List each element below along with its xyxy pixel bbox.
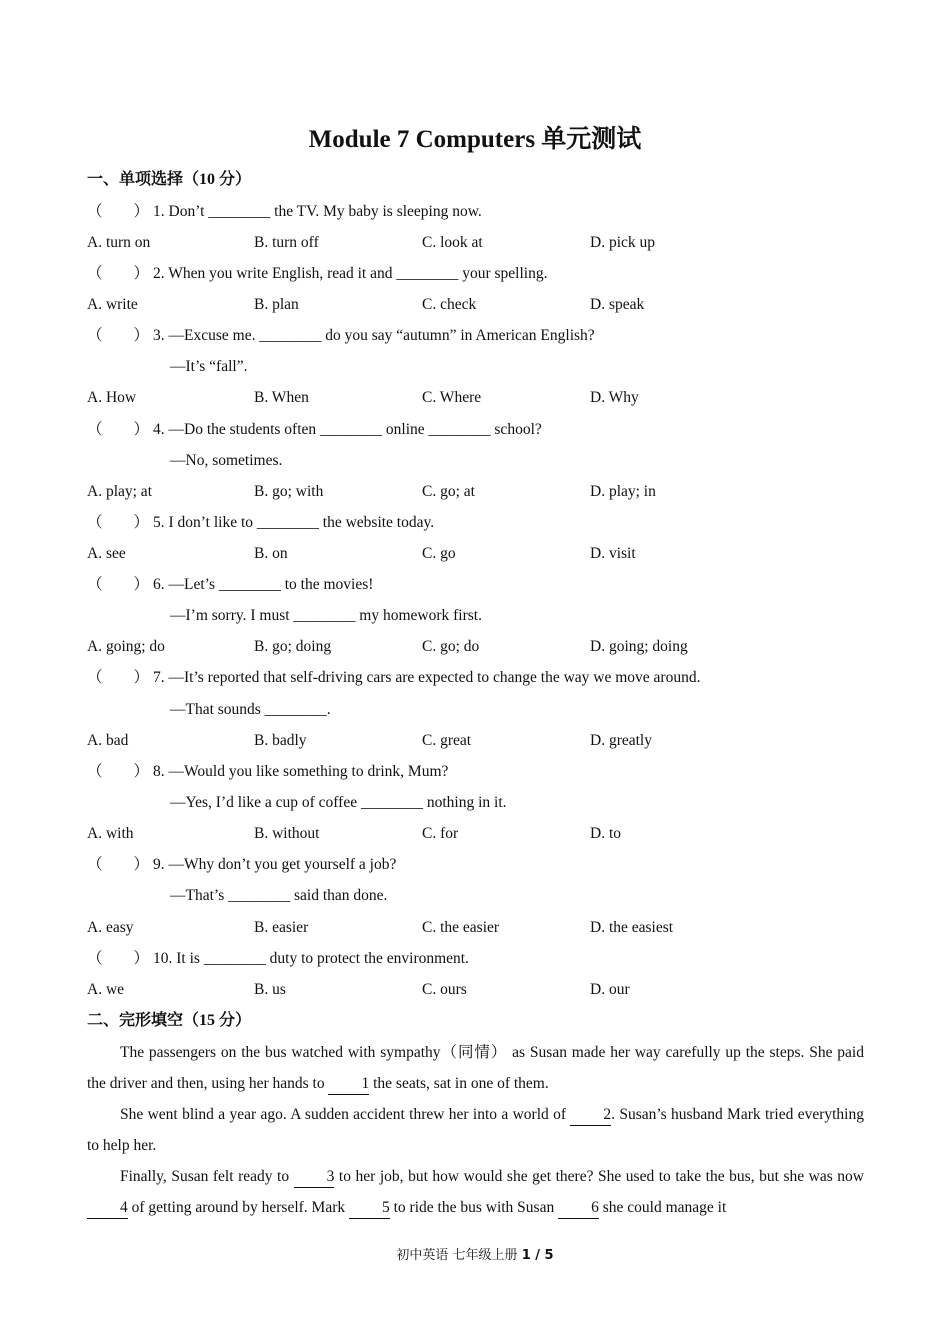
question-9 [87, 853, 396, 877]
cloze-passage [87, 1037, 864, 1223]
option-a: A. with [87, 825, 134, 842]
question-3 [87, 324, 595, 348]
paragraph-1: The passengers on the bus watched with sympathy（同情） as Susan made her way carefully up the steps. She paid the driver and then, using her hands to 1 the seats, sat in one of them. [87, 1037, 864, 1099]
option-b: B. easier [254, 919, 309, 936]
answer-paren[interactable]: （ ） [87, 327, 150, 344]
option-b: B. without [254, 825, 320, 842]
answer-paren[interactable]: （ ） [87, 265, 150, 282]
option-c: C. great [422, 732, 472, 749]
section-heading-multiple-choice: 一、单项选择（10 分） [87, 171, 252, 188]
question-10 [87, 947, 469, 971]
question-9-reply: —That’s ________ said than done. [170, 887, 388, 904]
question-6-reply: —I’m sorry. I must ________ my homework first. [170, 607, 482, 624]
question-3-reply: —It’s “fall”. [170, 358, 248, 375]
question-text: 9. —Why don’t you get yourself a job? [153, 856, 397, 873]
option-d: D. play; in [590, 483, 656, 500]
option-a: A. going; do [87, 638, 165, 655]
question-4-reply: —No, sometimes. [170, 452, 283, 469]
question-5 [87, 511, 434, 535]
question-1 [87, 200, 482, 224]
option-b: B. turn off [254, 234, 319, 251]
question-text: 5. I don’t like to ________ the website today. [153, 514, 435, 531]
question-text: 2. When you write English, read it and ________ your spelling. [153, 265, 548, 282]
option-d: D. going; doing [590, 638, 688, 655]
answer-paren[interactable]: （ ） [87, 203, 150, 220]
paragraph-2: She went blind a year ago. A sudden accident threw her into a world of 2. Susan’s husband Mark tried everything to help her. [87, 1106, 864, 1154]
option-b: B. go; doing [254, 638, 332, 655]
option-c: C. check [422, 296, 477, 313]
footer-text: 初中英语 七年级上册 [396, 1248, 522, 1263]
option-c: C. look at [422, 234, 483, 251]
option-d: D. Why [590, 389, 639, 406]
question-7 [87, 666, 700, 690]
option-c: C. go; at [422, 483, 475, 500]
option-a: A. we [87, 981, 125, 998]
option-b: B. on [254, 545, 288, 562]
paragraph-3: Finally, Susan felt ready to 3 to her job, but how would she get there? She used to take the bus, but she was now 4 of getting around by herself. Mark 5 to ride the bus with Susan 6 she could manage it [87, 1161, 864, 1223]
question-text: 4. —Do the students often ________ online ________ school? [153, 421, 542, 438]
answer-paren[interactable]: （ ） [87, 856, 150, 873]
answer-paren[interactable]: （ ） [87, 576, 150, 593]
section-heading-cloze: 二、完形填空（15 分） [87, 1012, 252, 1029]
answer-paren[interactable]: （ ） [87, 514, 150, 531]
option-c: C. Where [422, 389, 482, 406]
question-text: 1. Don’t ________ the TV. My baby is sleeping now. [153, 203, 482, 220]
question-text: 3. —Excuse me. ________ do you say “autumn” in American English? [153, 327, 595, 344]
answer-paren[interactable]: （ ） [87, 669, 150, 686]
page-footer [0, 1244, 950, 1263]
option-d: D. our [590, 981, 630, 998]
option-a: A. easy [87, 919, 134, 936]
option-d: D. the easiest [590, 919, 674, 936]
cloze-blank-5[interactable]: 5 [349, 1198, 390, 1219]
option-c: C. ours [422, 981, 467, 998]
option-b: B. go; with [254, 483, 324, 500]
option-d: D. speak [590, 296, 645, 313]
option-c: C. for [422, 825, 459, 842]
answer-paren[interactable]: （ ） [87, 421, 150, 438]
option-d: D. visit [590, 545, 636, 562]
question-7-reply: —That sounds ________. [170, 701, 331, 718]
cloze-blank-3[interactable]: 3 [294, 1167, 335, 1188]
cloze-blank-2[interactable]: 2 [570, 1105, 611, 1126]
question-text: 10. It is ________ duty to protect the environment. [153, 950, 469, 967]
option-a: A. bad [87, 732, 129, 749]
option-d: D. pick up [590, 234, 656, 251]
question-text: 7. —It’s reported that self-driving cars are expected to change the way we move around. [153, 669, 701, 686]
question-text: 8. —Would you like something to drink, Mum? [153, 763, 449, 780]
cloze-blank-1[interactable]: 1 [328, 1074, 369, 1095]
option-c: C. go; do [422, 638, 480, 655]
page-number: 1 / 5 [521, 1248, 554, 1263]
question-4 [87, 418, 542, 442]
option-b: B. plan [254, 296, 299, 313]
option-a: A. turn on [87, 234, 151, 251]
cloze-blank-6[interactable]: 6 [558, 1198, 599, 1219]
question-2 [87, 262, 547, 286]
cloze-blank-4[interactable]: 4 [87, 1198, 128, 1219]
option-d: D. to [590, 825, 621, 842]
answer-paren[interactable]: （ ） [87, 763, 150, 780]
option-c: C. go [422, 545, 456, 562]
option-a: A. write [87, 296, 138, 313]
answer-paren[interactable]: （ ） [87, 950, 150, 967]
option-b: B. When [254, 389, 309, 406]
option-d: D. greatly [590, 732, 652, 749]
option-b: B. us [254, 981, 286, 998]
question-text: 6. —Let’s ________ to the movies! [153, 576, 374, 593]
option-a: A. How [87, 389, 137, 406]
option-b: B. badly [254, 732, 307, 749]
option-a: A. see [87, 545, 126, 562]
page-title: Module 7 Computers 单元测试 [308, 126, 642, 153]
question-6 [87, 573, 373, 597]
question-8 [87, 760, 448, 784]
option-a: A. play; at [87, 483, 152, 500]
question-8-reply: —Yes, I’d like a cup of coffee ________ nothing in it. [170, 794, 507, 811]
option-c: C. the easier [422, 919, 500, 936]
